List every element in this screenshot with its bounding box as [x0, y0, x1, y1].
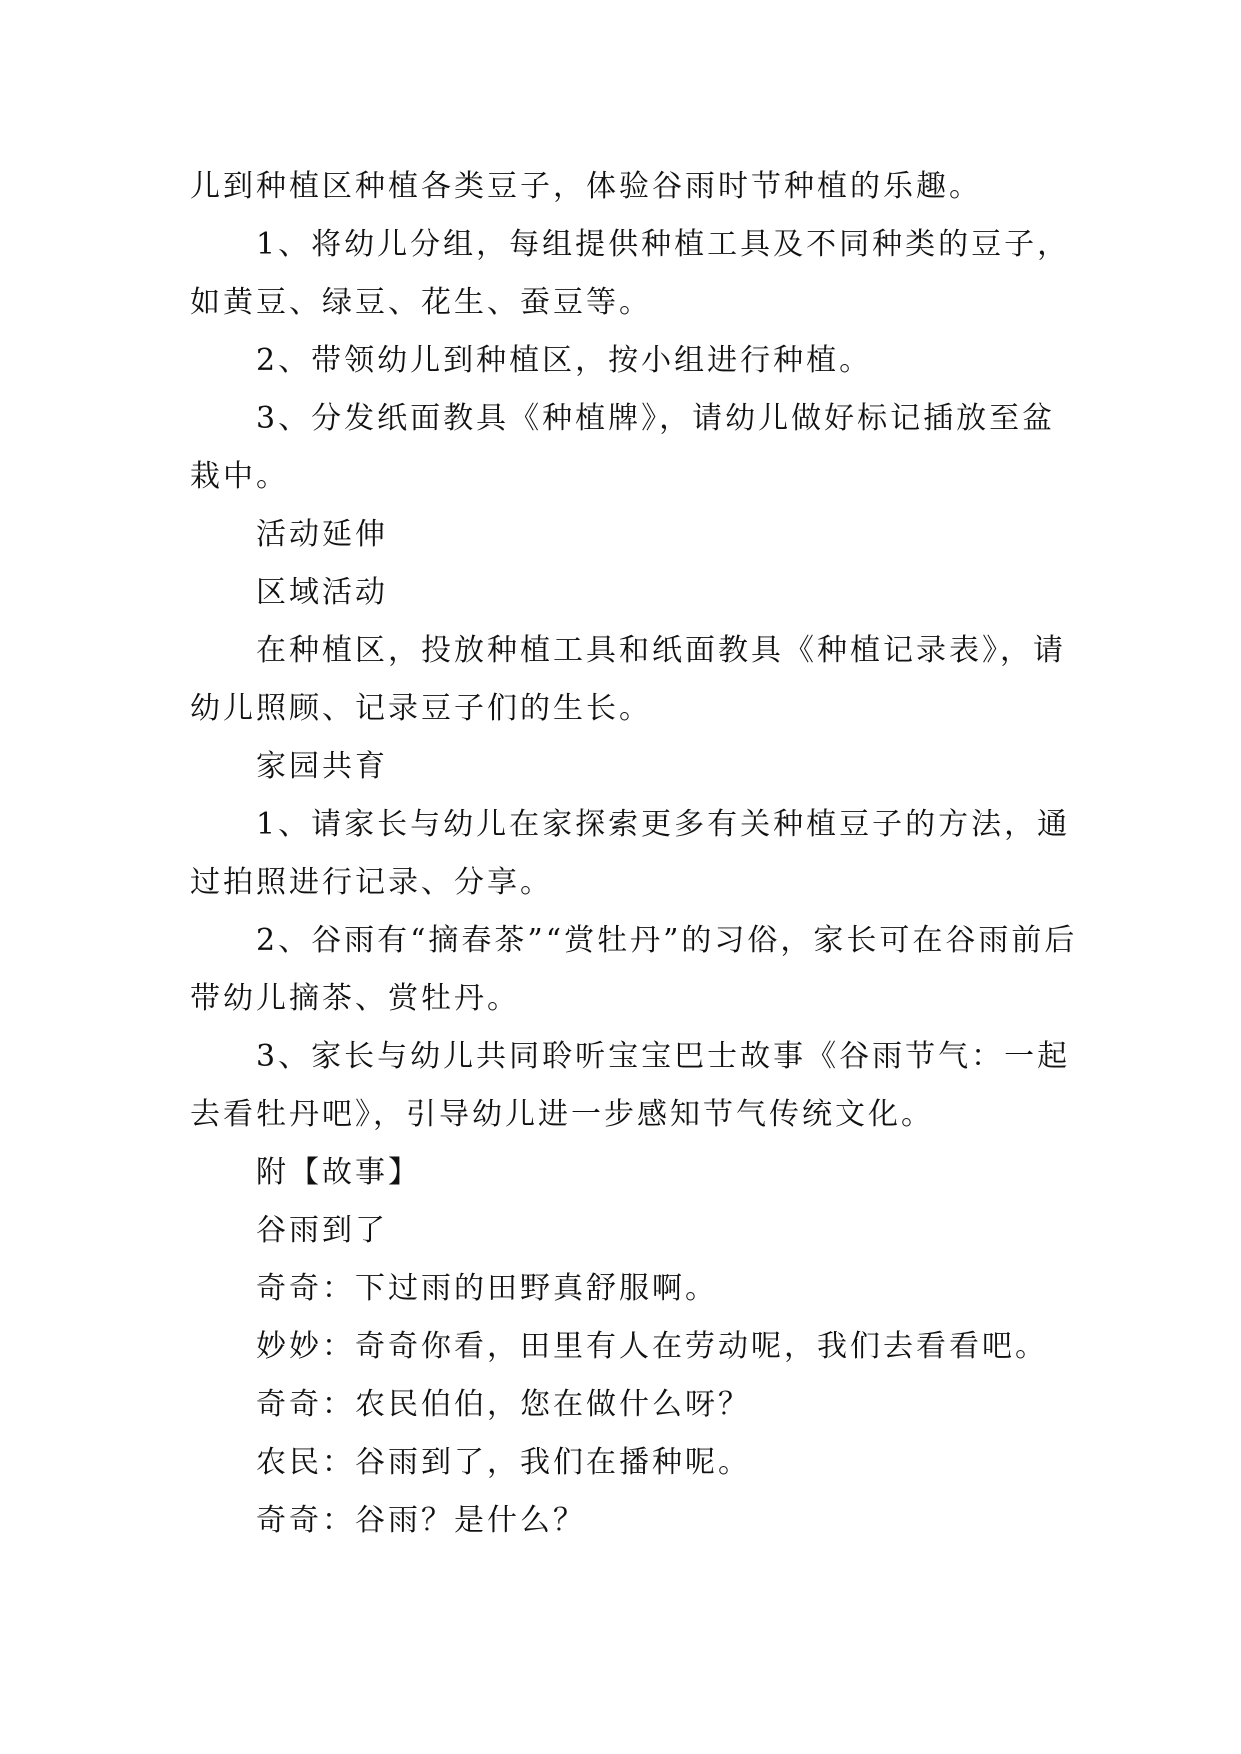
document-page — [190, 158, 1080, 1550]
dialogue-line: 妙妙：奇奇你看，田里有人在劳动呢，我们去看看吧。 — [256, 1329, 1048, 1364]
story-title: 谷雨到了 — [256, 1213, 388, 1248]
paragraph-step-2: 2、带领幼儿到种植区，按小组进行种植。 — [256, 343, 873, 378]
dialogue-line: 奇奇：下过雨的田野真舒服啊。 — [256, 1271, 718, 1306]
section-heading-area: 区域活动 — [256, 575, 388, 610]
dialogue-line: 奇奇：农民伯伯，您在做什么呀？ — [256, 1387, 751, 1422]
paragraph-step-1: 1、将幼儿分组，每组提供种植工具及不同种类的豆子，如黄豆、绿豆、花生、蚕豆等。 — [190, 227, 1071, 320]
section-heading-story: 附【故事】 — [256, 1155, 421, 1190]
section-heading-home: 家园共育 — [256, 749, 388, 784]
paragraph-step-3: 3、分发纸面教具《种植牌》，请幼儿做好标记插放至盆栽中。 — [190, 401, 1056, 494]
paragraph-continued: 儿到种植区种植各类豆子，体验谷雨时节种植的乐趣。 — [190, 169, 982, 204]
paragraph-home-1: 1、请家长与幼儿在家探索更多有关种植豆子的方法，通过拍照进行记录、分享。 — [190, 807, 1071, 900]
dialogue-line: 奇奇：谷雨？是什么？ — [256, 1503, 586, 1538]
paragraph-home-2: 2、谷雨有“摘春茶”“赏牡丹”的习俗，家长可在谷雨前后带幼儿摘茶、赏牡丹。 — [190, 923, 1078, 1016]
paragraph-home-3: 3、家长与幼儿共同聆听宝宝巴士故事《谷雨节气：一起去看牡丹吧》，引导幼儿进一步感知节气传统文化。 — [190, 1039, 1071, 1132]
section-heading-extension: 活动延伸 — [256, 517, 388, 552]
dialogue-line: 农民：谷雨到了，我们在播种呢。 — [256, 1445, 751, 1480]
paragraph-area-activity: 在种植区，投放种植工具和纸面教具《种植记录表》，请幼儿照顾、记录豆子们的生长。 — [190, 633, 1066, 726]
